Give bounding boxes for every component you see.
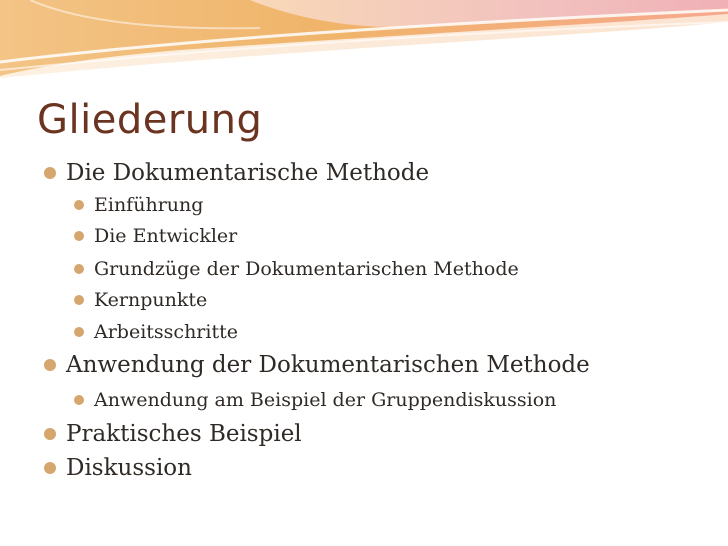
outline-subitem xyxy=(74,192,203,218)
slide-title: Gliederung xyxy=(37,97,263,143)
outline-subitem xyxy=(74,256,519,282)
outline-subitem-label: Anwendung am Beispiel der Gruppendiskussion xyxy=(94,389,557,411)
outline-subitem xyxy=(74,223,237,249)
outline-item-label: Praktisches Beispiel xyxy=(66,421,302,447)
outline-item xyxy=(44,453,192,483)
bullet-icon xyxy=(74,295,84,305)
bullet-icon xyxy=(74,264,84,274)
outline-item xyxy=(44,350,590,380)
outline-subitem-label: Einführung xyxy=(94,194,204,216)
bullet-icon xyxy=(74,327,84,337)
outline-item-label: Anwendung der Dokumentarischen Methode xyxy=(66,352,590,378)
outline-subitem-label: Grundzüge der Dokumentarischen Methode xyxy=(94,258,519,280)
bullet-icon xyxy=(44,359,56,371)
outline-item-label: Die Dokumentarische Methode xyxy=(66,160,430,186)
outline-subitem-label: Arbeitsschritte xyxy=(94,321,238,343)
outline-item xyxy=(44,158,429,188)
outline-subitem-label: Die Entwickler xyxy=(94,225,238,247)
bullet-icon xyxy=(74,231,84,241)
outline-subitem xyxy=(74,287,207,313)
outline-item xyxy=(44,419,302,449)
bullet-icon xyxy=(74,395,84,405)
outline-subitem-label: Kernpunkte xyxy=(94,289,208,311)
bullet-icon xyxy=(44,167,56,179)
bullet-icon xyxy=(44,428,56,440)
outline-subitem xyxy=(74,319,238,345)
bullet-icon xyxy=(44,462,56,474)
bullet-icon xyxy=(74,200,84,210)
outline-item-label: Diskussion xyxy=(66,455,192,481)
outline-subitem xyxy=(74,387,556,413)
